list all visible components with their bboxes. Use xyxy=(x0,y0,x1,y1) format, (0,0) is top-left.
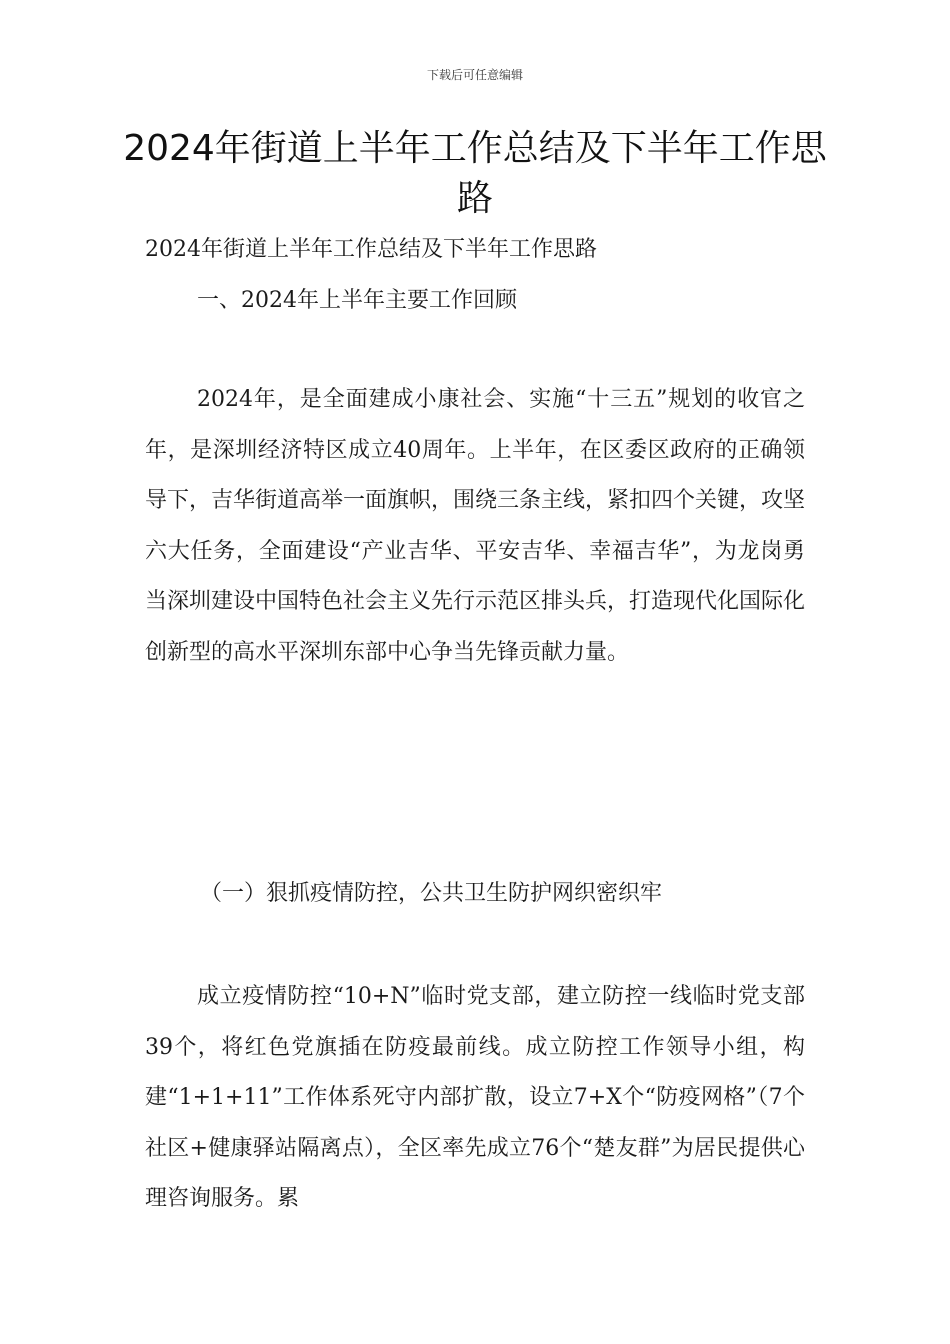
header-note: 下载后可任意编辑 xyxy=(426,68,523,82)
document-subtitle: 2024年街道上半年工作总结及下半年工作思路 xyxy=(145,237,597,262)
document-title: 2024年街道上半年工作总结及下半年工作思路 xyxy=(123,128,827,219)
subsection-paragraph-1: 成立疫情防控“10+N”临时党支部，建立防控一线临时党支部39个，将红色党旗插在防疫最前线。成立防控工作领导小组，构建“1+1+11”工作体系死守内部扩散，设立7+X个“防疫网格”（7个社区+健康驿站隔离点），全区率先成立76个“楚友群”为居民提供心理咨询服务。累 xyxy=(145,984,805,1211)
subsection-heading-1: （一）狠抓疫情防控，公共卫生防护网织密织牢 xyxy=(200,881,663,906)
section-paragraph-1: 2024年，是全面建成小康社会、实施“十三五”规划的收官之年，是深圳经济特区成立40周年。上半年，在区委区政府的正确领导下，吉华街道高举一面旗帜，围绕三条主线，紧扣四个关键，攻坚六大任务，全面建设“产业吉华、平安吉华、幸福吉华”，为龙岗勇当深圳建设中国特色社会主义先行示范区排头兵，打造现代化国际化创新型的高水平深圳东部中心争当先锋贡献力量。 xyxy=(145,387,806,665)
section-heading-1: 一、2024年上半年主要工作回顾 xyxy=(197,288,517,313)
